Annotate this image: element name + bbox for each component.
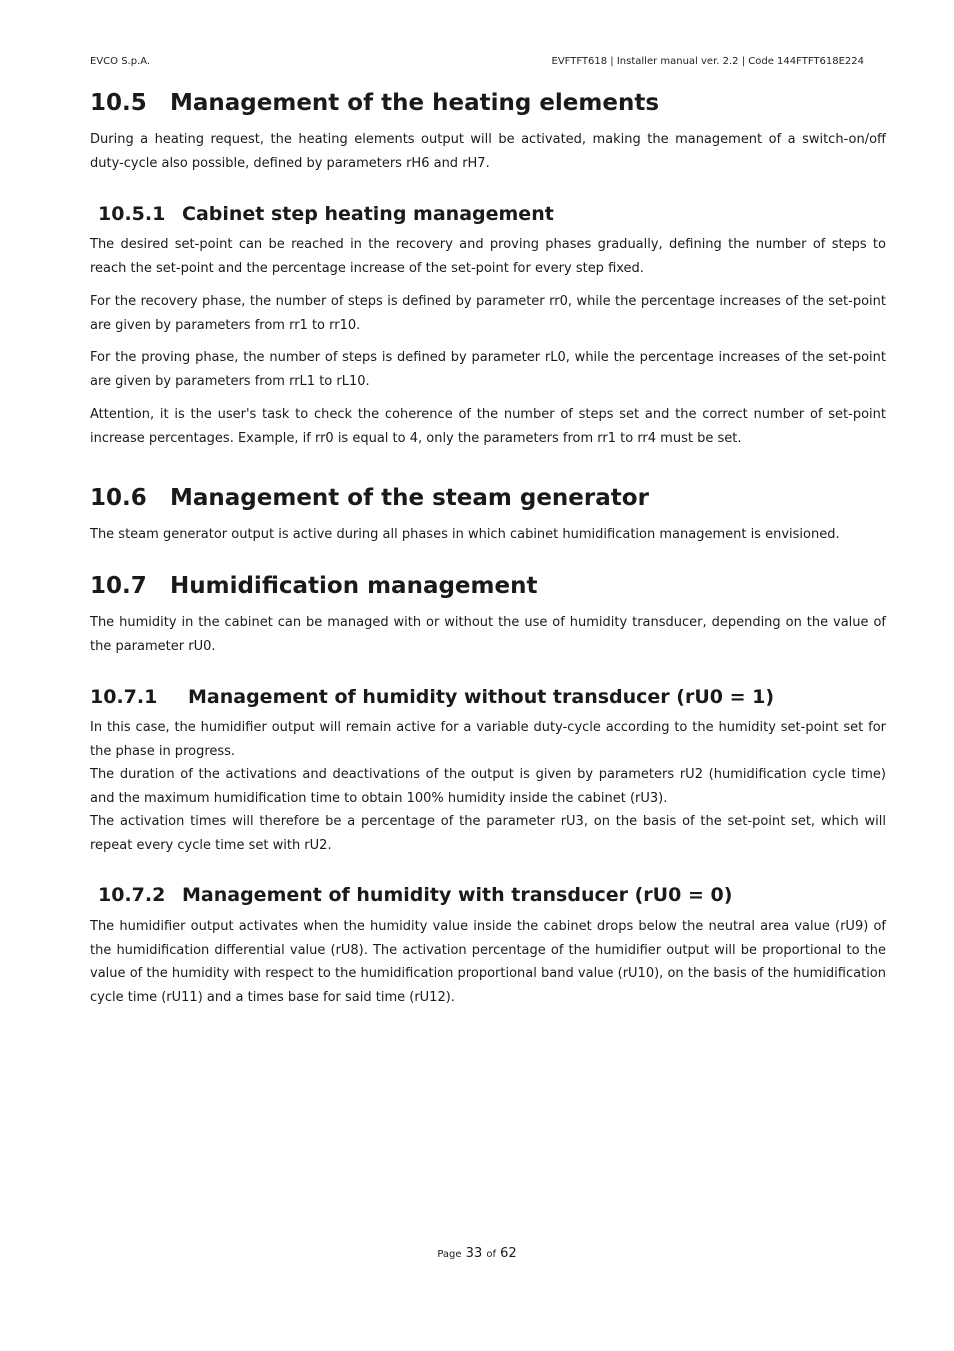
heading-10-7: [90, 573, 537, 599]
heading-number: 10.7: [90, 573, 147, 599]
paragraph: The desired set-point can be reached in the recovery and proving phases gradually, defining the number of steps to reach the set-point and the percentage increase of the set-point for every step fixed.: [90, 237, 886, 276]
heading-text: Management of humidity with transducer (rU0 = 0): [182, 884, 733, 906]
paragraph: The humidifier output activates when the humidity value inside the cabinet drops below the neutral area value (rU9) of the humidification differential value (rU8). The activation percentage of the humidifier output will be proportional to the value of the humidity with respect to the humidification proportional band value (rU10), on the basis of the humidification cycle time (rU11) and a times base for said time (rU12).: [90, 919, 886, 1005]
heading-10-5: [90, 90, 659, 116]
paragraph: The activation times will therefore be a percentage of the parameter rU3, on the basis of the set-point set, which will repeat every cycle time set with rU2.: [90, 814, 886, 853]
paragraph: The duration of the activations and deactivations of the output is given by parameters rU2 (humidification cycle time) and the maximum humidification time to obtain 100% humidity inside the cabinet (rU3).: [90, 767, 886, 806]
page-footer: [0, 1246, 954, 1261]
paragraph: During a heating request, the heating elements output will be activated, making the management of a switch-on/off duty-cycle also possible, defined by parameters rH6 and rH7.: [90, 132, 886, 171]
paragraph: For the recovery phase, the number of steps is defined by parameter rr0, while the percentage increases of the set-point are given by parameters from rr1 to rr10.: [90, 294, 886, 333]
heading-10-5-1: [98, 203, 554, 225]
heading-text: Management of the heating elements: [170, 90, 660, 116]
paragraph: In this case, the humidifier output will remain active for a variable duty-cycle according to the humidity set-point set for the phase in progress.: [90, 720, 886, 759]
heading-number: 10.5: [90, 90, 147, 116]
heading-number: 10.5.1: [98, 203, 166, 225]
heading-text: Management of humidity without transducer (rU0 = 1): [188, 686, 775, 708]
heading-10-7-1: [90, 686, 774, 708]
heading-number: 10.7.2: [98, 884, 166, 906]
page-header: [90, 56, 864, 70]
company-name: EVCO S.p.A.: [90, 56, 151, 67]
page-number: 33: [465, 1246, 483, 1261]
heading-text: Humidification management: [170, 573, 538, 599]
heading-text: Cabinet step heating management: [182, 203, 554, 225]
document-info: EVFTFT618 | Installer manual ver. 2.2 | Code 144FTFT618E224: [551, 56, 864, 67]
paragraph: For the proving phase, the number of steps is defined by parameter rL0, while the percentage increases of the set-point are given by parameters from rrL1 to rL10.: [90, 350, 886, 389]
heading-number: 10.7.1: [90, 686, 158, 708]
page-label: Page: [437, 1249, 462, 1260]
heading-10-6: [90, 485, 649, 511]
paragraph: Attention, it is the user's task to check the coherence of the number of steps set and the correct number of set-point increase percentages. Example, if rr0 is equal to 4, only the parameters from rr1 to rr4 must be set.: [90, 407, 886, 446]
heading-10-7-2: [98, 884, 732, 906]
heading-text: Management of the steam generator: [170, 485, 649, 511]
paragraph: The humidity in the cabinet can be managed with or without the use of humidity transducer, depending on the value of the parameter rU0.: [90, 615, 886, 654]
paragraph: The steam generator output is active during all phases in which cabinet humidification management is envisioned.: [90, 527, 840, 542]
page-total: 62: [500, 1246, 517, 1261]
heading-number: 10.6: [90, 485, 147, 511]
of-label: of: [486, 1249, 496, 1260]
